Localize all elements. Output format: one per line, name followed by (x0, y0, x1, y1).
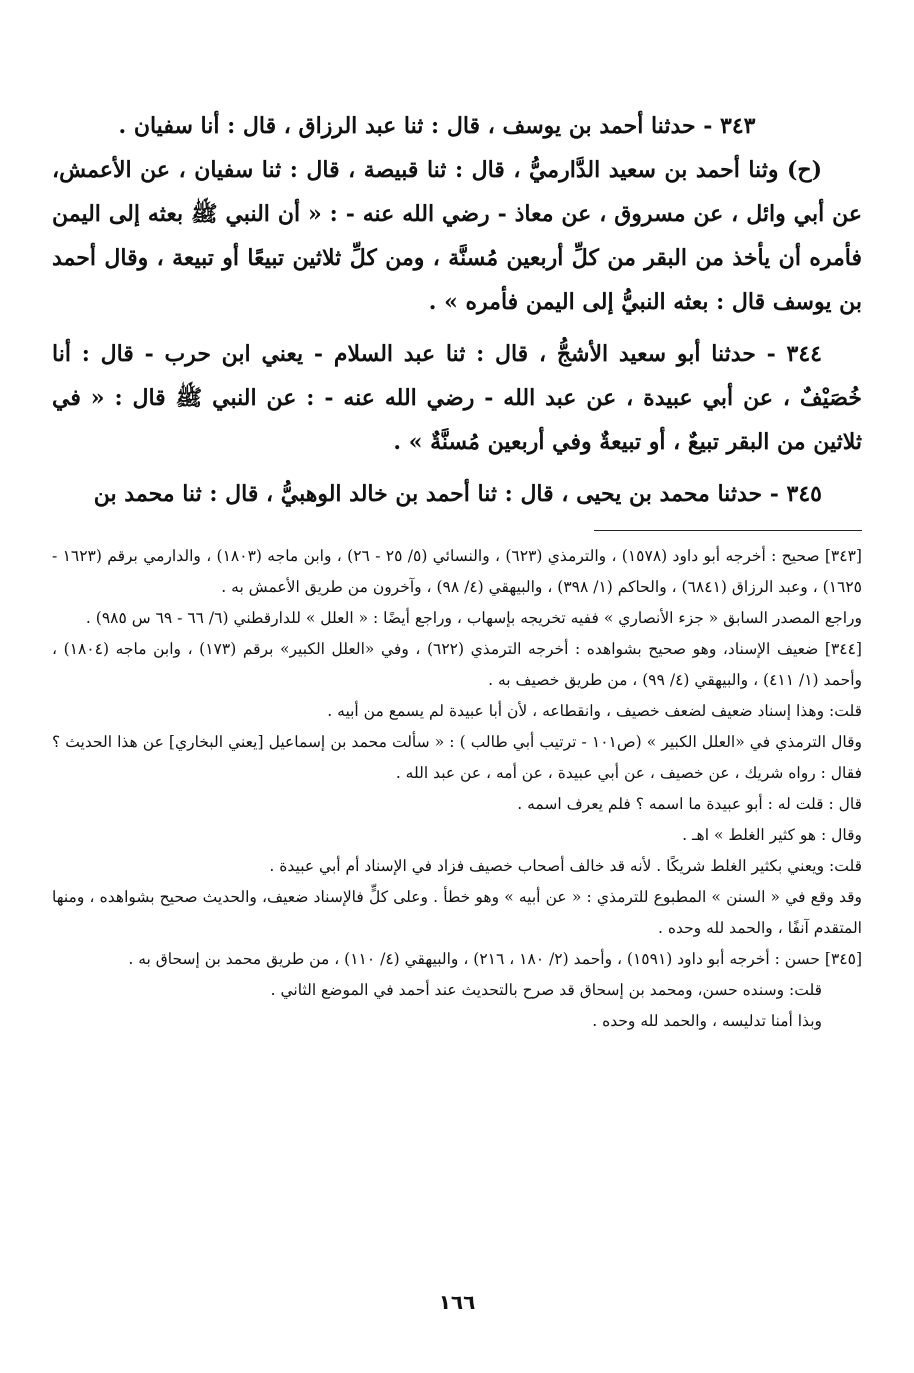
note-344-explain: قلت: ويعني بكثير الغلط شريكًا . لأنه قد خالف أصحاب خصيف فزاد في الإسناد أم أبي عبيدة . (269, 857, 862, 875)
hadith-344: ٣٤٤ - حدثنا أبو سعيد الأشجُّ ، قال : ثنا عبد السلام - يعني ابن حرب - قال : أنا خُصَيْفٌ ، عن أبي عبيدة ، عن عبد الله - رضي الله عنه - : عن النبي ﷺ قال : « في ثلاثين من البقر تبيعٌ ، أو تبيعةٌ وفي أربعين مُسنَّةٌ » . (52, 341, 862, 455)
note-344-comment: قلت: وهذا إسناد ضعيف لضعف خصيف ، وانقطاعه ، لأن أبا عبيدة لم يسمع من أبيه . (327, 702, 862, 720)
note-345-closing: وبذا أمنا تدليسه ، والحمد لله وحده . (592, 1012, 822, 1030)
note-344-question: قال : قلت له : أبو عبيدة ما اسمه ؟ فلم يعرف اسمه . (517, 795, 862, 813)
note-344-sunan: وقد وقع في « السنن » المطبوع للترمذي : « عن أبيه » وهو خطأ . وعلى كلٍّ فالإسناد ضعيف، والحديث صحيح بشواهده ، ومنها المتقدم آنفًا ، والحمد لله وحده . (52, 888, 862, 937)
note-344-answer: وقال : هو كثير الغلط » اهـ . (682, 826, 862, 844)
note-344-takhrij: [٣٤٤] ضعيف الإسناد، وهو صحيح بشواهده : أخرجه الترمذي (٦٢٢) ، وفي «العلل الكبير» برقم (١٧٣) ، وابن ماجه (١٨٠٤) ، وأحمد (١/ ٤١١) ، والبيهقي (٤/ ٩٩) ، من طريق خصيف به . (52, 640, 862, 689)
page-number: ١٦٦ (438, 1290, 476, 1314)
note-343-takhrij: [٣٤٣] صحيح : أخرجه أبو داود (١٥٧٨) ، والترمذي (٦٢٣) ، والنسائي (٥/ ٢٥ - ٢٦) ، وابن ماجه (١٨٠٣) ، والدارمي برقم (١٦٢٣ - ١٦٢٥) ، وعبد الرزاق (٦٨٤١) ، والحاكم (١/ ٣٩٨) ، والبيهقي (٤/ ٩٨) ، وآخرون من طريق الأعمش به . (52, 547, 862, 596)
footnote-separator (594, 530, 862, 531)
main-text (52, 104, 862, 516)
hadith-345: ٣٤٥ - حدثنا محمد بن يحيى ، قال : ثنا أحمد بن خالد الوهبيُّ ، قال : ثنا محمد بن (93, 481, 822, 507)
hadith-343-body: (ح) وثنا أحمد بن سعيد الدَّارميُّ ، قال : ثنا قبيصة ، قال : ثنا سفيان ، عن الأعمش، عن أبي وائل ، عن مسروق ، عن معاذ - رضي الله عنه - : « أن النبي ﷺ بعثه إلى اليمن فأمره أن يأخذ من البقر من كلِّ أربعين مُسنَّة ، ومن كلِّ ثلاثين تبيعًا أو تبيعة ، وقال أحمد بن يوسف قال : بعثه النبيُّ إلى اليمن فأمره » . (52, 157, 862, 315)
book-page (52, 104, 862, 1037)
note-343-refer: وراجع المصدر السابق « جزء الأنصاري » ففيه تخريجه بإسهاب ، وراجع أيضًا : « العلل » للدارقطني (٦/ ٦٦ - ٦٩ س ٩٨٥) . (85, 609, 862, 627)
note-345-takhrij: [٣٤٥] حسن : أخرجه أبو داود (١٥٩١) ، وأحمد (٢/ ١٨٠ ، ٢١٦) ، والبيهقي (٤/ ١١٠) ، من طريق محمد بن إسحاق به . (128, 950, 862, 968)
note-344-tirmidhi: وقال الترمذي في «العلل الكبير » (ص١٠١ - ترتيب أبي طالب ) : « سألت محمد بن إسماعيل [يعني البخاري] عن هذا الحديث ؟ فقال : رواه شريك ، عن خصيف ، عن أبي عبيدة ، عن أمه ، عن عبد الله . (52, 733, 862, 782)
hadith-343-heading: ٣٤٣ - حدثنا أحمد بن يوسف ، قال : ثنا عبد الرزاق ، قال : أنا سفيان . (118, 113, 756, 139)
footnotes (52, 541, 862, 1037)
note-345-comment: قلت: وسنده حسن، ومحمد بن إسحاق قد صرح بالتحديث عند أحمد في الموضع الثاني . (270, 981, 822, 999)
